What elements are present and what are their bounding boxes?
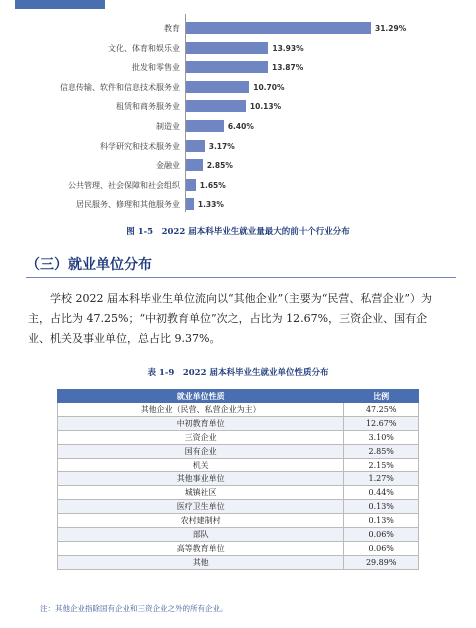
- chart-bar: [186, 42, 268, 54]
- chart-category-label: 科学研究和技术服务业: [100, 141, 180, 151]
- table-row: [58, 403, 419, 417]
- cell-employer-type: 其他企业（民营、私营企业为主）: [58, 403, 344, 417]
- cell-employer-type: 机关: [58, 458, 344, 472]
- chart-bar: [186, 22, 371, 34]
- cell-employer-type: 国有企业: [58, 444, 344, 458]
- chart-category-label: 文化、体育和娱乐业: [108, 43, 180, 53]
- employer-type-table: [57, 389, 419, 570]
- cell-ratio: 0.06%: [344, 528, 419, 542]
- cell-ratio: 2.85%: [344, 444, 419, 458]
- cell-employer-type: 其他: [58, 555, 344, 569]
- table-row: [58, 486, 419, 500]
- chart-bar: [186, 61, 268, 73]
- header-type: 就业单位性质: [58, 390, 344, 403]
- cell-ratio: 0.13%: [344, 514, 419, 528]
- chart-category-label: 公共管理、社会保障和社会组织: [68, 180, 180, 190]
- cell-employer-type: 其他事业单位: [58, 472, 344, 486]
- table-note: 注：其他企业指除国有企业和三资企业之外的所有企业。: [40, 604, 228, 613]
- cell-employer-type: 农村建制村: [58, 514, 344, 528]
- cell-ratio: 1.27%: [344, 472, 419, 486]
- cell-ratio: 3.10%: [344, 430, 419, 444]
- table-row: [58, 444, 419, 458]
- table-row: [58, 472, 419, 486]
- table-row: [58, 555, 419, 569]
- cell-ratio: 29.89%: [344, 555, 419, 569]
- table-row: [58, 541, 419, 555]
- header-ratio: 比例: [344, 390, 419, 403]
- body-paragraph: 学校 2022 届本科毕业生单位流向以“其他企业”（主要为“民营、私营企业”）为主，占比为 47.25%；“中初教育单位”次之，占比为 12.67%，三资企业、国有企业、机关及事业单位，总占比 9.37%。: [28, 292, 432, 345]
- chart-category-label: 教育: [164, 24, 180, 33]
- chart-bar: [186, 140, 205, 152]
- section-title: （三）就业单位分布: [26, 257, 152, 273]
- chart-value-label: 3.17%: [208, 141, 235, 151]
- table-row: [58, 528, 419, 542]
- chart-value-label: 10.13%: [249, 102, 282, 112]
- chart-value-label: 1.33%: [197, 200, 224, 210]
- cell-ratio: 12.67%: [344, 416, 419, 430]
- chart-value-label: 10.70%: [253, 82, 285, 92]
- cell-employer-type: 城镇社区: [58, 486, 344, 500]
- chart-bar: [186, 100, 246, 112]
- cell-ratio: 0.44%: [344, 486, 419, 500]
- cell-ratio: 0.13%: [344, 500, 419, 514]
- chart-value-label: 31.29%: [375, 24, 407, 33]
- cell-ratio: 0.06%: [344, 541, 419, 555]
- cell-ratio: 2.15%: [344, 458, 419, 472]
- figure-caption: 图 1-5 2022 届本科毕业生就业量最大的前十个行业分布: [126, 227, 350, 237]
- table-header-row: [58, 390, 419, 403]
- table-caption: 表 1-9 2022 届本科毕业生就业单位性质分布: [147, 368, 329, 378]
- table-row: [58, 416, 419, 430]
- chart-category-label: 租赁和商务服务业: [116, 102, 180, 112]
- section-divider: [26, 277, 456, 278]
- chart-category-label: 居民服务、修理和其他服务业: [76, 200, 180, 210]
- chart-bar: [186, 120, 224, 132]
- chart-value-label: 2.85%: [206, 161, 233, 171]
- chart-bar: [186, 159, 203, 171]
- table-row: [58, 500, 419, 514]
- table-row: [58, 430, 419, 444]
- cell-employer-type: 三资企业: [58, 430, 344, 444]
- industry-bar-chart: [0, 14, 476, 214]
- chart-value-label: 13.93%: [272, 43, 304, 53]
- header-accent-bar: [15, 0, 105, 9]
- chart-value-label: 1.65%: [199, 180, 226, 190]
- cell-ratio: 47.25%: [344, 403, 419, 417]
- chart-bar: [186, 81, 249, 93]
- cell-employer-type: 医疗卫生单位: [58, 500, 344, 514]
- cell-employer-type: 高等教育单位: [58, 541, 344, 555]
- cell-employer-type: 部队: [58, 528, 344, 542]
- table-row: [58, 514, 419, 528]
- chart-category-label: 金融业: [156, 161, 180, 171]
- table-row: [58, 458, 419, 472]
- chart-value-label: 13.87%: [272, 63, 304, 73]
- chart-value-label: 6.40%: [227, 122, 254, 131]
- chart-bar: [186, 198, 194, 210]
- chart-bar: [186, 179, 196, 191]
- chart-category-label: 批发和零售业: [132, 63, 180, 73]
- cell-employer-type: 中初教育单位: [58, 416, 344, 430]
- chart-category-label: 制造业: [156, 122, 180, 131]
- chart-category-label: 信息传输、软件和信息技术服务业: [60, 82, 180, 92]
